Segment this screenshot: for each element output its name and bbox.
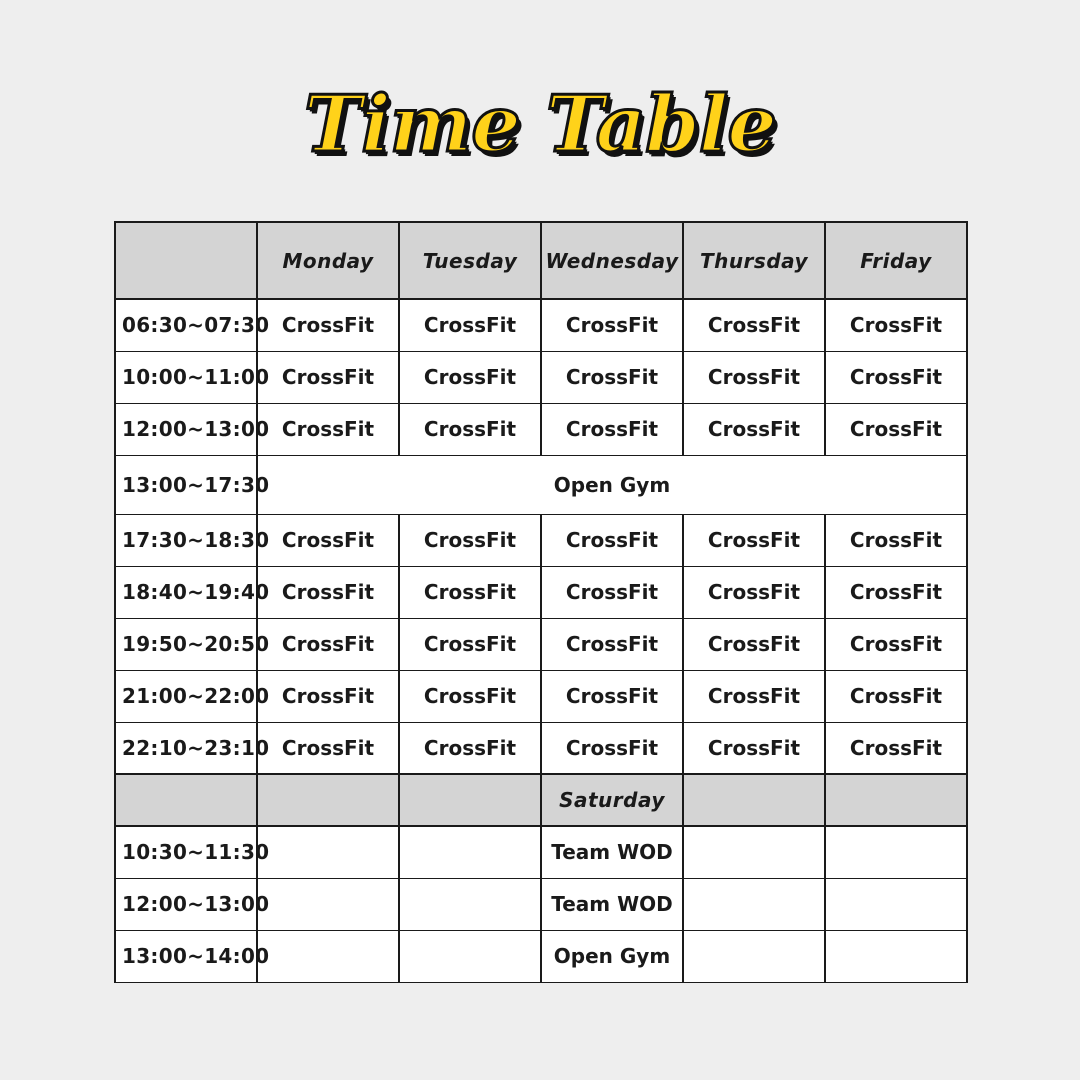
time-slot-label: 12:00~13:00 — [115, 403, 257, 455]
activity-cell: CrossFit — [399, 403, 541, 455]
activity-cell: CrossFit — [683, 722, 825, 774]
time-slot-label: 12:00~13:00 — [115, 878, 257, 930]
schedule-row — [115, 722, 967, 774]
activity-cell: CrossFit — [541, 403, 683, 455]
schedule-row — [115, 403, 967, 455]
header-corner-cell — [115, 222, 257, 299]
activity-cell: CrossFit — [683, 514, 825, 566]
weekday-header-row — [115, 222, 967, 299]
schedule-row — [115, 566, 967, 618]
page-title: Time Table — [304, 79, 776, 170]
activity-cell: CrossFit — [541, 299, 683, 351]
activity-cell: CrossFit — [399, 618, 541, 670]
time-slot-label: 13:00~14:00 — [115, 930, 257, 982]
activity-cell: CrossFit — [257, 351, 399, 403]
activity-cell: CrossFit — [825, 299, 967, 351]
schedule-row — [115, 514, 967, 566]
saturday-row — [115, 878, 967, 930]
activity-cell: CrossFit — [541, 670, 683, 722]
activity-cell: CrossFit — [257, 566, 399, 618]
activity-cell: CrossFit — [825, 514, 967, 566]
activity-cell: CrossFit — [825, 670, 967, 722]
day-header-tuesday: Tuesday — [399, 222, 541, 299]
time-slot-label: 17:30~18:30 — [115, 514, 257, 566]
empty-cell — [683, 930, 825, 982]
activity-cell: CrossFit — [683, 566, 825, 618]
activity-cell: CrossFit — [825, 566, 967, 618]
activity-cell: CrossFit — [541, 618, 683, 670]
activity-cell: CrossFit — [399, 299, 541, 351]
activity-cell: CrossFit — [683, 351, 825, 403]
header-empty-cell — [257, 774, 399, 826]
activity-cell: CrossFit — [825, 351, 967, 403]
time-slot-label: 06:30~07:30 — [115, 299, 257, 351]
empty-cell — [825, 878, 967, 930]
activity-cell: CrossFit — [257, 670, 399, 722]
activity-cell: CrossFit — [825, 722, 967, 774]
empty-cell — [825, 826, 967, 878]
schedule-row — [115, 351, 967, 403]
empty-cell — [683, 826, 825, 878]
empty-cell — [257, 878, 399, 930]
activity-cell: CrossFit — [541, 566, 683, 618]
activity-cell: CrossFit — [257, 403, 399, 455]
activity-cell: CrossFit — [683, 403, 825, 455]
day-header-thursday: Thursday — [683, 222, 825, 299]
saturday-row — [115, 930, 967, 982]
activity-cell: CrossFit — [541, 351, 683, 403]
empty-cell — [399, 930, 541, 982]
activity-cell: CrossFit — [683, 670, 825, 722]
activity-cell: CrossFit — [399, 566, 541, 618]
time-slot-label: 18:40~19:40 — [115, 566, 257, 618]
activity-cell: CrossFit — [257, 299, 399, 351]
activity-cell: CrossFit — [825, 403, 967, 455]
activity-cell: CrossFit — [399, 514, 541, 566]
activity-cell: CrossFit — [257, 514, 399, 566]
schedule-body — [115, 222, 967, 982]
activity-cell: CrossFit — [399, 722, 541, 774]
schedule-row — [115, 299, 967, 351]
day-header-wednesday: Wednesday — [541, 222, 683, 299]
header-empty-cell — [825, 774, 967, 826]
schedule-row — [115, 670, 967, 722]
activity-cell: CrossFit — [399, 351, 541, 403]
merged-activity-cell: Open Gym — [257, 455, 967, 514]
saturday-row — [115, 826, 967, 878]
activity-cell: CrossFit — [825, 618, 967, 670]
saturday-activity-cell: Team WOD — [541, 878, 683, 930]
saturday-activity-cell: Team WOD — [541, 826, 683, 878]
activity-cell: CrossFit — [683, 299, 825, 351]
header-empty-cell — [399, 774, 541, 826]
time-slot-label: 21:00~22:00 — [115, 670, 257, 722]
time-slot-label: 22:10~23:10 — [115, 722, 257, 774]
saturday-header-row — [115, 774, 967, 826]
time-slot-label: 10:00~11:00 — [115, 351, 257, 403]
schedule-row — [115, 618, 967, 670]
activity-cell: CrossFit — [399, 670, 541, 722]
time-slot-label: 19:50~20:50 — [115, 618, 257, 670]
day-header-saturday: Saturday — [541, 774, 683, 826]
time-slot-label: 10:30~11:30 — [115, 826, 257, 878]
time-slot-label: 13:00~17:30 — [115, 455, 257, 514]
activity-cell: CrossFit — [257, 618, 399, 670]
empty-cell — [257, 930, 399, 982]
schedule-table — [114, 221, 968, 983]
empty-cell — [825, 930, 967, 982]
empty-cell — [399, 878, 541, 930]
saturday-activity-cell: Open Gym — [541, 930, 683, 982]
activity-cell: CrossFit — [683, 618, 825, 670]
day-header-monday: Monday — [257, 222, 399, 299]
empty-cell — [257, 826, 399, 878]
schedule-row — [115, 455, 967, 514]
activity-cell: CrossFit — [541, 722, 683, 774]
header-empty-cell — [115, 774, 257, 826]
activity-cell: CrossFit — [257, 722, 399, 774]
empty-cell — [399, 826, 541, 878]
day-header-friday: Friday — [825, 222, 967, 299]
header-empty-cell — [683, 774, 825, 826]
activity-cell: CrossFit — [541, 514, 683, 566]
empty-cell — [683, 878, 825, 930]
